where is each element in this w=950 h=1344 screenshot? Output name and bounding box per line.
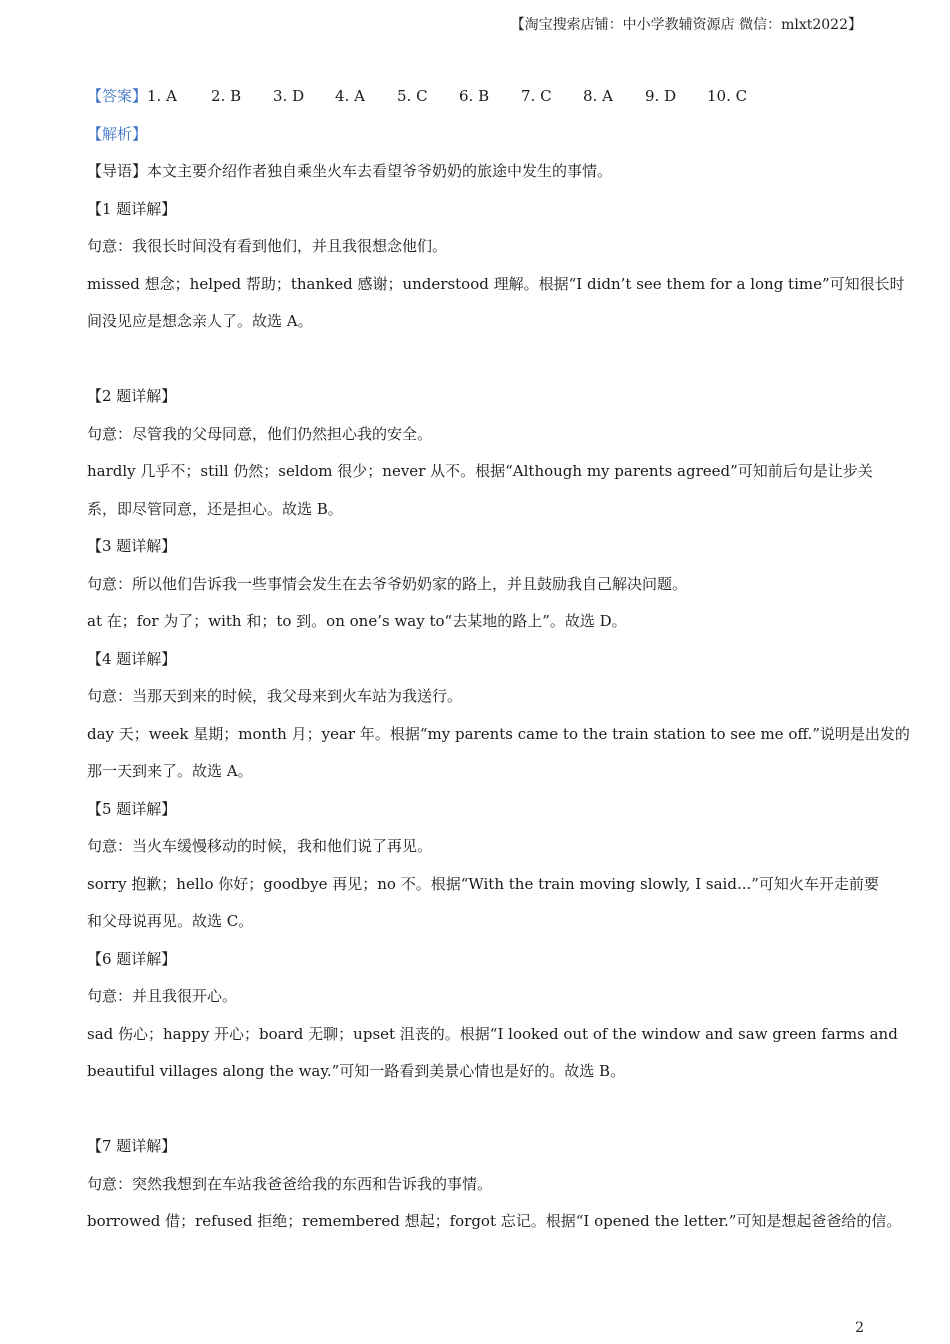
- header-note: 【淘宝搜索店铺：中小学教辅资源店 微信：mlxt2022】: [510, 17, 862, 33]
- q1-meaning: 句意：我很长时间没有看到他们，并且我很想念他们。: [87, 237, 448, 255]
- answer-item: 10. C: [707, 87, 748, 105]
- q6-meaning: 句意：并且我很开心。: [87, 987, 238, 1005]
- q6-explanation-line1: sad 伤心；happy 开心；board 无聊；upset 沮丧的。根据“I looked out of the window and saw green farms and: [87, 1024, 898, 1043]
- q5-title: 【5 题详解】: [87, 799, 177, 818]
- q5-meaning: 句意：当火车缓慢移动的时候，我和他们说了再见。: [87, 837, 433, 855]
- answer-item: 1. A: [147, 87, 177, 105]
- q1-explanation-line1: missed 想念；helped 帮助；thanked 感谢；understood 理解。根据“I didn’t see them for a long time”可知很长时: [87, 274, 905, 293]
- q6-explanation-line2: beautiful villages along the way.”可知一路看到美景心情也是好的。故选 B。: [87, 1062, 626, 1080]
- answer-tag: 【答案】: [87, 87, 148, 105]
- q2-meaning: 句意：尽管我的父母同意，他们仍然担心我的安全。: [87, 424, 433, 443]
- q5-explanation-line2: 和父母说再见。故选 C。: [87, 912, 254, 930]
- answer-item: 2. B: [211, 87, 242, 105]
- intro: 【导语】本文主要介绍作者独自乘坐火车去看望爷爷奶奶的旅途中发生的事情。: [87, 162, 613, 180]
- analysis-tag: 【解析】: [87, 124, 148, 143]
- q4-meaning: 句意：当那天到来的时候，我父母来到火车站为我送行。: [87, 687, 463, 705]
- q6-title: 【6 题详解】: [87, 949, 177, 968]
- q3-title: 【3 题详解】: [87, 537, 177, 555]
- answer-item: 3. D: [273, 87, 305, 105]
- answer-item: 8. A: [583, 87, 613, 105]
- q1-title: 【1 题详解】: [87, 199, 177, 218]
- q2-title: 【2 题详解】: [87, 387, 177, 405]
- q4-explanation-line2: 那一天到来了。故选 A。: [87, 762, 253, 780]
- q1-explanation-line2: 间没见应是想念亲人了。故选 A。: [87, 312, 313, 330]
- q7-explanation-line1: borrowed 借；refused 拒绝；remembered 想起；forgot 忘记。根据“I opened the letter.”可知是想起爸爸给的信。: [87, 1212, 902, 1230]
- answer-item: 6. B: [459, 87, 490, 105]
- q2-explanation-line2: 系，即尽管同意，还是担心。故选 B。: [87, 499, 343, 518]
- q3-meaning: 句意：所以他们告诉我一些事情会发生在去爷爷奶奶家的路上，并且鼓励我自己解决问题。: [87, 574, 688, 593]
- q2-explanation-line1: hardly 几乎不；still 仍然；seldom 很少；never 从不。根据“Although my parents agreed”可知前后句是让步关: [87, 462, 873, 480]
- q4-title: 【4 题详解】: [87, 649, 177, 668]
- answer-item: 5. C: [397, 87, 428, 105]
- q7-title: 【7 题详解】: [87, 1137, 177, 1155]
- answer-row: [87, 78, 867, 116]
- page-number: 2: [855, 1320, 864, 1336]
- spacer: [87, 1091, 867, 1129]
- answer-item: 4. A: [335, 87, 365, 105]
- q4-explanation-line1: day 天；week 星期；month 月；year 年。根据“my parents came to the train station to see me off.”说明是出发的: [87, 724, 910, 743]
- q7-meaning: 句意：突然我想到在车站我爸爸给我的东西和告诉我的事情。: [87, 1174, 493, 1193]
- document-body: [87, 78, 910, 1241]
- q5-explanation-line1: sorry 抱歉；hello 你好；goodbye 再见；no 不。根据“With the train moving slowly, I said...”可知火车开走前要: [87, 874, 879, 893]
- answer-item: 7. C: [521, 87, 552, 105]
- q3-explanation-line1: at 在；for 为了；with 和；to 到。on one’s way to“去某地的路上”。故选 D。: [87, 612, 627, 630]
- answer-item: 9. D: [645, 87, 677, 105]
- spacer: [87, 341, 867, 379]
